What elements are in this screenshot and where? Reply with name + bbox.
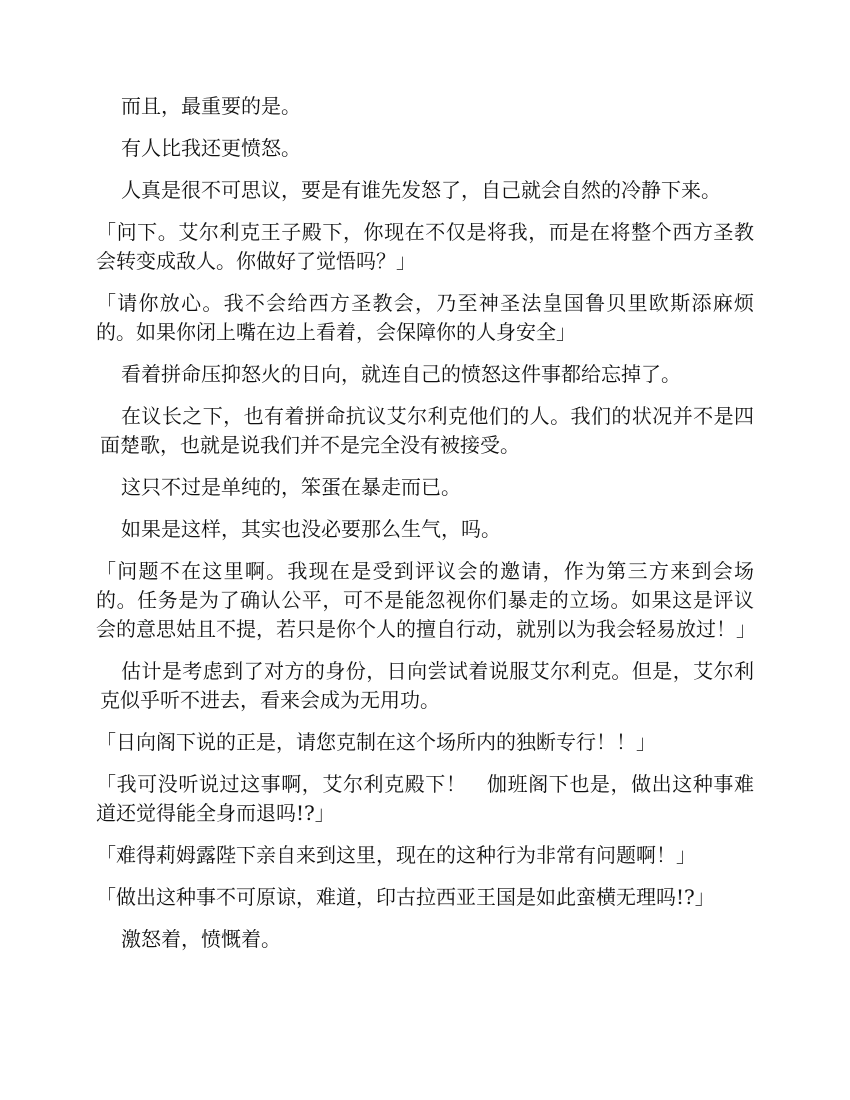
dialogue-1: 「问下。艾尔利克王子殿下，你现在不仅是将我，而是在将整个西方圣教会转变成敌人。你做好了觉悟吗？」: [96, 220, 754, 273]
dialogue-7: 「做出这种事不可原谅，难道，印古拉西亚王国是如此蛮横无理吗!?」: [96, 885, 715, 909]
body-text: [96, 92, 756, 967]
paragraph-4: 看着拼命压抑怒火的日向，就连自己的愤怒这件事都给忘掉了。: [121, 362, 681, 386]
paragraph-5: 在议长之下，也有着拼命抗议艾尔利克他们的人。我们的状况并不是四面楚歌，也就是说我们并不是完全没有被接受。: [100, 404, 754, 457]
paragraph-8: 估计是考虑到了对方的身份，日向尝试着说服艾尔利克。但是，艾尔利克似乎听不进去，看来会成为无用功。: [100, 659, 754, 712]
dialogue-6: 「难得莉姆露陛下亲自来到这里，现在的这种行为非常有问题啊！」: [96, 843, 696, 867]
paragraph-3: 人真是很不可思议，要是有谁先发怒了，自己就会自然的冷静下来。: [121, 178, 721, 202]
paragraph-1: 而且，最重要的是。: [121, 94, 301, 118]
dialogue-4: 「日向阁下说的正是，请您克制在这个场所内的独断专行！！」: [96, 730, 656, 754]
dialogue-5: 「我可没听说过这事啊，艾尔利克殿下！ 伽班阁下也是，做出这种事难道还觉得能全身而退吗!?」: [96, 772, 754, 825]
dialogue-2: 「请你放心。我不会给西方圣教会，乃至神圣法皇国鲁贝里欧斯添麻烦的。如果你闭上嘴在边上看着，会保障你的人身安全」: [96, 291, 754, 344]
paragraph-9: 激怒着，愤慨着。: [121, 927, 281, 951]
paragraph-2: 有人比我还更愤怒。: [121, 136, 301, 160]
paragraph-6: 这只不过是单纯的，笨蛋在暴走而已。: [121, 475, 461, 499]
dialogue-3: 「问题不在这里啊。我现在是受到评议会的邀请，作为第三方来到会场的。任务是为了确认公平，可不是能忽视你们暴走的立场。如果这是评议会的意思姑且不提，若只是你个人的擅自行动，就别以为我会轻易放过！」: [96, 559, 756, 641]
paragraph-7: 如果是这样，其实也没必要那么生气，吗。: [121, 517, 501, 541]
